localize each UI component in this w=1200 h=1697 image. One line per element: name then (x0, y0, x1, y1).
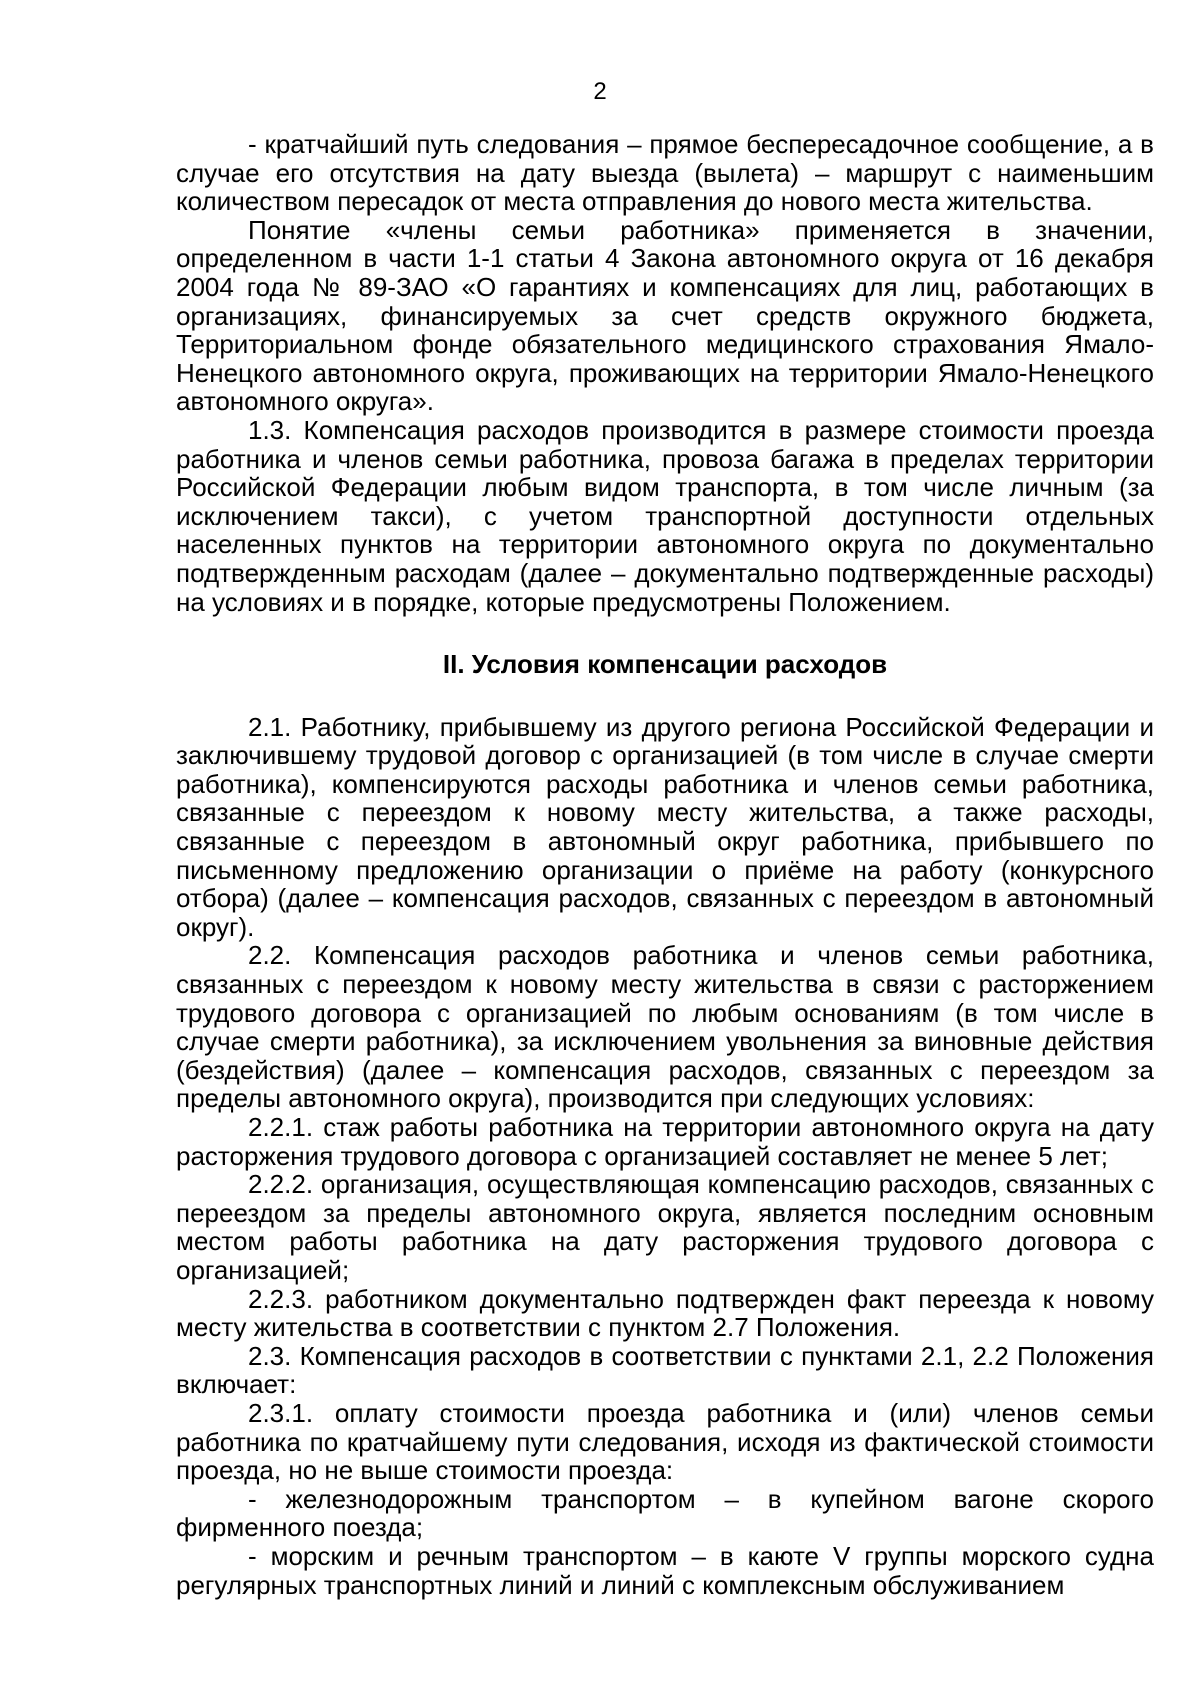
paragraph-2-2: 2.2. Компенсация расходов работника и членов семьи работника, связанных с переездом к новому месту жительства в связи с расторжением трудового договора с организацией по любым основаниям (в том числе в случае смерти работника), за исключением увольнения за виновные действия (бездействия) (далее – компенсация расходов, связанных с переездом за пределы автономного округа), производится при следующих условиях: (176, 940, 1154, 1114)
section-heading: II. Условия компенсации расходов (442, 649, 888, 680)
paragraph-rail-transport: - железнодорожным транспортом – в купейном вагоне скорого фирменного поезда; (176, 1483, 1154, 1543)
paragraph-2-2-1: 2.2.1. стаж работы работника на территории автономного округа на дату расторжения трудового договора с организацией составляет не менее 5 лет; (176, 1112, 1154, 1171)
paragraph-2-3: 2.3. Компенсация расходов в соответствии с пунктами 2.1, 2.2 Положения включает: (176, 1340, 1154, 1400)
paragraph-2-2-3: 2.2.3. работником документально подтвержден факт переезда к новому месту жительства в соответствии с пунктом 2.7 Положения. (176, 1283, 1154, 1343)
paragraph-2-2-2: 2.2.2. организация, осуществляющая компенсацию расходов, связанных с переездом за пределы автономного округа, является последним основным местом работы работника на дату расторжения трудового договора с организацией; (176, 1169, 1154, 1285)
document-body (176, 130, 1154, 1599)
paragraph-shortest-route: - кратчайший путь следования – прямое беспересадочное сообщение, а в случае его отсутствия на дату выезда (вылета) – маршрут с наименьшим количеством пересадок от места отправления до нового места жительства. (176, 129, 1154, 217)
paragraph-1-3: 1.3. Компенсация расходов производится в размере стоимости проезда работника и членов семьи работника, провоза багажа в пределах территории Российской Федерации любым видом транспорта, в том числе личным (за исключением такси), с учетом транспортной доступности отдельных населенных пунктов на территории автономного округа по документально подтвержденным расходам (далее – документально подтвержденные расходы) на условиях и в порядке, которые предусмотрены Положением. (176, 414, 1154, 617)
paragraph-2-1: 2.1. Работнику, прибывшему из другого региона Российской Федерации и заключившему трудовой договор с организацией (в том числе в случае смерти работника), компенсируются расходы работника и членов семьи работника, связанные с переездом к новому месту жительства, а также расходы, связанные с переездом в автономный округ работника, прибывшего по письменному предложению организации о приёме на работу (конкурсного отбора) (далее – компенсация расходов, связанных с переездом в автономный округ). (176, 711, 1154, 942)
paragraph-2-3-1: 2.3.1. оплату стоимости проезда работника и (или) членов семьи работника по кратчайшему пути следования, исходя из фактической стоимости проезда, но не выше стоимости проезда: (176, 1397, 1154, 1486)
paragraph-sea-river-transport: - морским и речным транспортом – в каюте V группы морского судна регулярных транспортных линий и линий с комплексным обслуживанием (176, 1540, 1154, 1600)
page-number: 2 (593, 78, 607, 105)
paragraph-family-members-definition: Понятие «члены семьи работника» применяется в значении, определенном в части 1-1 статьи 4 Закона автономного округа от 16 декабря 2004 года № 89-ЗАО «О гарантиях и компенсациях для лиц, работающих в организациях, финансируемых за счет средств окружного бюджета, Территориальном фонде обязательного медицинского страхования Ямало-Ненецкого автономного округа, проживающих на территории Ямало-Ненецкого автономного округа». (176, 214, 1154, 417)
